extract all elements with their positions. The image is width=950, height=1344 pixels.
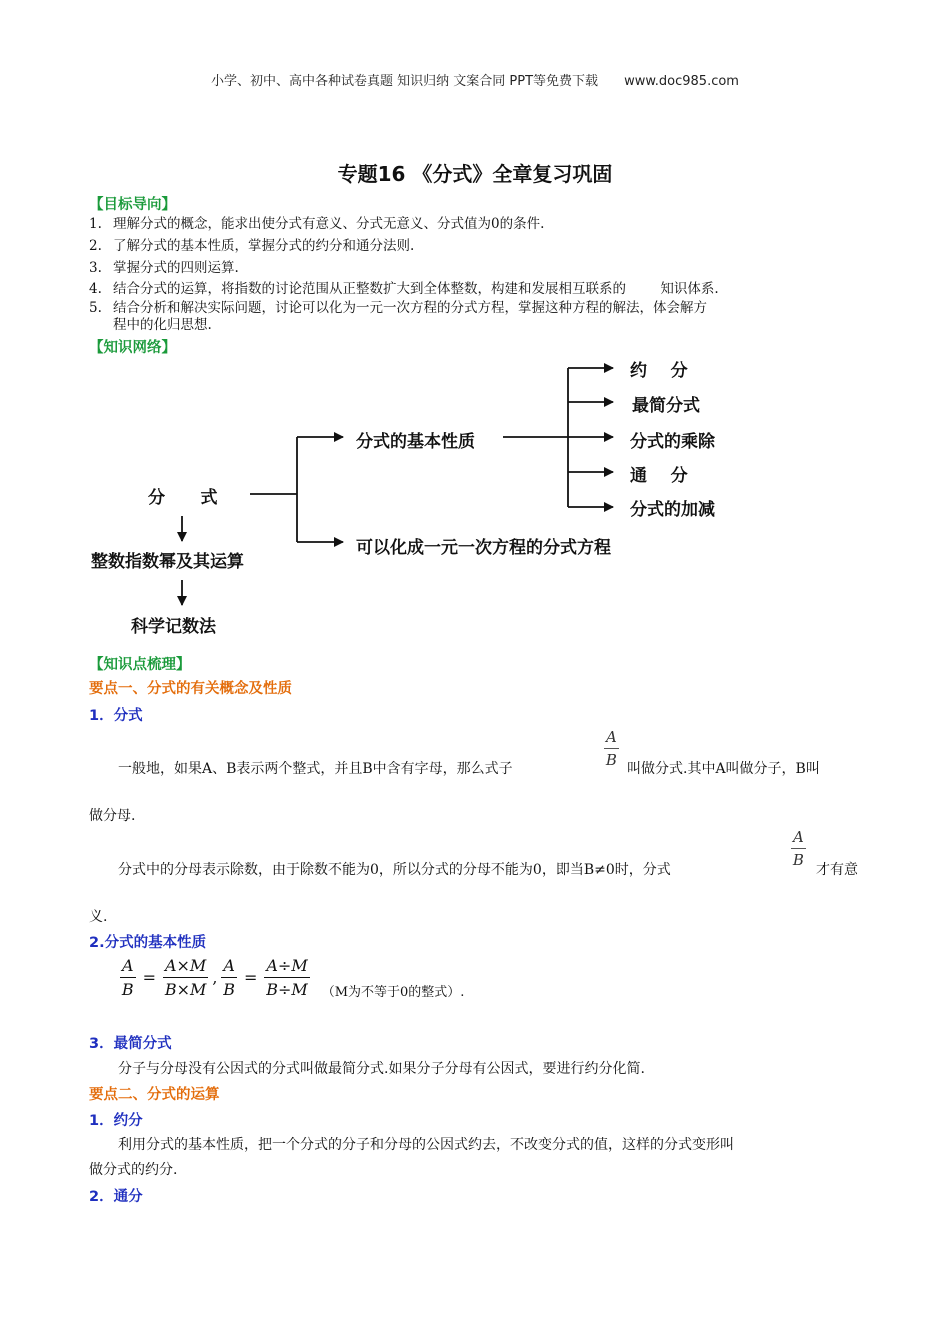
goal-text-continued: 程中的化归思想. xyxy=(113,317,212,333)
goal-num: 5. xyxy=(89,300,102,316)
header-site[interactable]: www.doc985.com xyxy=(624,74,739,89)
formula-den: B×M xyxy=(164,979,207,999)
frac-den: B xyxy=(792,851,804,869)
section3-title: 3．最简分式 xyxy=(89,1036,172,1052)
goal-num: 2. xyxy=(89,238,102,254)
formula-comma: , xyxy=(212,967,218,987)
goals-heading: 【目标导向】 xyxy=(89,197,176,213)
goal-text: 结合分式的运算，将指数的讨论范围从正整数扩大到全体整数，构建和发展相互联系的 知识体系. xyxy=(113,281,719,297)
s1-line4: 义. xyxy=(89,909,108,925)
node-equation: 可以化成一元一次方程的分式方程 xyxy=(356,538,611,558)
node-chengchu: 分式的乘除 xyxy=(630,432,715,452)
formula-frac-a-b xyxy=(120,956,136,999)
formula-den: B xyxy=(223,979,236,999)
frac-num: A xyxy=(604,728,619,749)
point2-title: 要点二、分式的运算 xyxy=(89,1087,220,1103)
node-jiajian: 分式的加减 xyxy=(630,500,715,520)
formula-num: A÷M xyxy=(264,956,309,978)
section1-title: 1．分式 xyxy=(89,708,143,724)
goal-num: 3. xyxy=(89,260,102,276)
s3-text: 分子与分母没有公因式的分式叫做最简分式.如果分子分母有公因式，要进行约分化简. xyxy=(118,1061,645,1077)
fraction-a-over-b-2 xyxy=(791,828,806,869)
goal-text: 理解分式的概念，能求出使分式有意义、分式无意义、分式值为0的条件. xyxy=(113,216,545,232)
s1-line3: 分式中的分母表示除数，由于除数不能为0，所以分式的分母不能为0，即当B≠0时，分式 xyxy=(118,862,671,878)
formula-den: B xyxy=(121,979,134,999)
formula-equals-2: = xyxy=(243,967,258,987)
page-title: 专题16 《分式》全章复习巩固 xyxy=(337,162,613,186)
goal-text: 结合分析和解决实际问题，讨论可以化为一元一次方程的分式方程，掌握这种方程的解法，体会解方 xyxy=(113,300,707,316)
network-heading: 【知识网络】 xyxy=(89,340,176,356)
formula-frac-a-b-2 xyxy=(221,956,237,999)
goal-num: 4. xyxy=(89,281,102,297)
fraction-a-over-b xyxy=(604,728,619,769)
formula-equals: = xyxy=(142,967,156,987)
frac-den: B xyxy=(605,751,617,769)
node-tongfen: 通 分 xyxy=(630,466,688,486)
s1-line2: 做分母. xyxy=(89,808,136,824)
formula-num: A xyxy=(221,956,237,978)
frac-num: A xyxy=(791,828,806,849)
calc1-title: 1．约分 xyxy=(89,1113,143,1129)
node-sci: 科学记数法 xyxy=(131,617,216,637)
c1-line1: 利用分式的基本性质，把一个分式的分子和分母的公因式约去，不改变分式的值，这样的分式变形叫 xyxy=(118,1137,734,1153)
s1-line1: 一般地，如果A、B表示两个整式，并且B中含有字母，那么式子 xyxy=(118,761,513,777)
formula-num: A×M xyxy=(163,956,208,978)
s1-line3-end: 才有意 xyxy=(816,862,858,878)
node-basic-property: 分式的基本性质 xyxy=(356,432,475,452)
goal-text: 了解分式的基本性质，掌握分式的约分和通分法则. xyxy=(113,238,415,254)
goal-num: 1. xyxy=(89,216,102,232)
node-zuijian: 最简分式 xyxy=(632,396,700,416)
s1-line1-end: 叫做分式.其中A叫做分子，B叫 xyxy=(627,761,820,777)
header-text: 小学、初中、高中各种试卷真题 知识归纳 文案合同 PPT等免费下载 xyxy=(211,74,599,89)
node-fenshi: 分 式 xyxy=(148,488,218,508)
formula-num: A xyxy=(120,956,136,978)
points-heading: 【知识点梳理】 xyxy=(89,657,191,673)
formula-frac-divide xyxy=(264,956,309,999)
node-power: 整数指数幂及其运算 xyxy=(91,552,244,572)
basic-property-formula xyxy=(118,951,464,1003)
c1-line2: 做分式的约分. xyxy=(89,1162,178,1178)
node-yuefen: 约 分 xyxy=(630,361,688,381)
formula-den: B÷M xyxy=(266,979,308,999)
point1-title: 要点一、分式的有关概念及性质 xyxy=(89,681,292,697)
formula-note: （M为不等于0的整式）. xyxy=(321,984,465,1000)
section2-title: 2.分式的基本性质 xyxy=(89,935,207,951)
goal-text: 掌握分式的四则运算. xyxy=(113,260,239,276)
calc2-title: 2．通分 xyxy=(89,1189,143,1205)
formula-frac-times xyxy=(163,956,208,999)
